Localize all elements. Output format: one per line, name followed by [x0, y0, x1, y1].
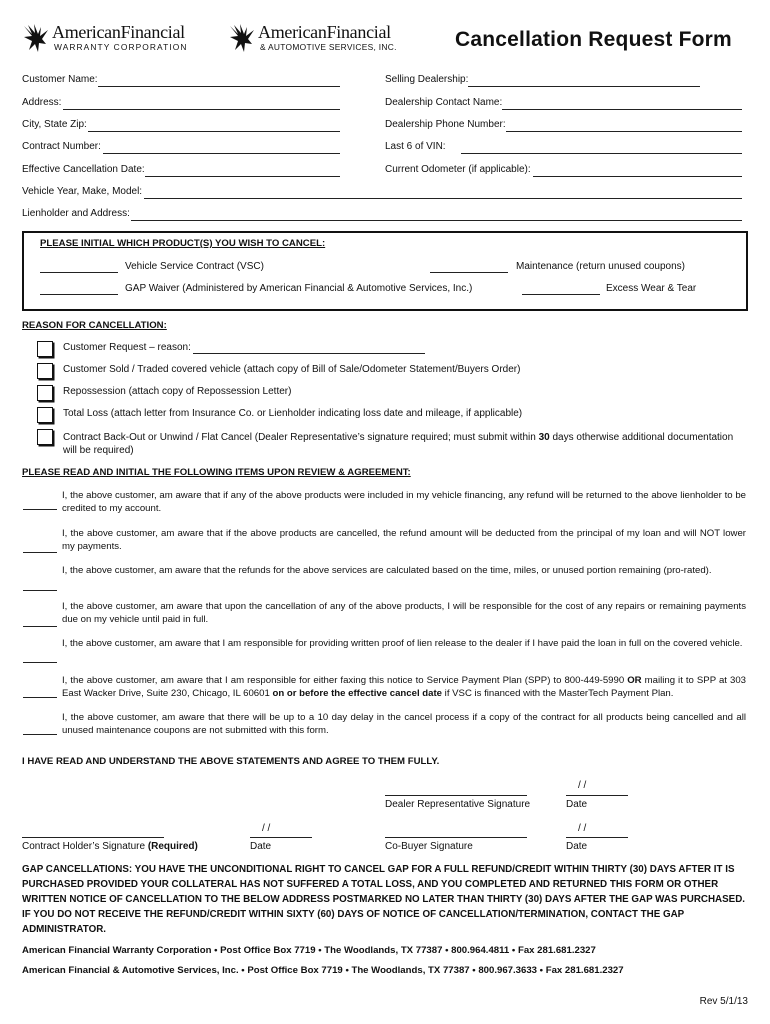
logo-name: AmericanFinancial [258, 22, 391, 42]
contract-text: Contract Back-Out or Unwind / Flat Cancel (Dealer Representative’s signature required; must submit within [63, 432, 539, 443]
maintenance-initial-field[interactable] [430, 272, 508, 273]
logo-subtitle: & AUTOMOTIVE SERVICES, INC. [260, 42, 397, 52]
spp-text: mailing it to SPP at 303 East Wacker Drive, Suite 230, Chicago, IL 60601 [62, 675, 746, 699]
eagle-icon [22, 22, 52, 56]
dealer-rep-signature-field[interactable] [385, 795, 527, 796]
vin-label: Last 6 of VIN: [385, 141, 446, 152]
page-title: Cancellation Request Form [455, 28, 732, 51]
effective-date-field[interactable] [145, 176, 340, 177]
footer-address-1: American Financial Warranty Corporation • Post Office Box 7719 • The Woodlands, TX 77387 • 800.964.4811 • Fax 281.681.2327 [22, 945, 596, 956]
reason-label: Customer Request – reason: [63, 342, 191, 353]
reason-checkbox-sold[interactable] [37, 363, 53, 379]
city-state-zip-field[interactable] [88, 131, 340, 132]
excess-wear-label: Excess Wear & Tear [606, 283, 697, 294]
revision-label: Rev 5/1/13 [699, 996, 748, 1007]
reason-checkbox-request[interactable] [37, 341, 53, 357]
initial-field[interactable] [23, 626, 57, 627]
spp-text: I, the above customer, am aware that I am responsible for either faxing this notice to Service Payment Plan (SPP) to 800-449-5990 [62, 675, 628, 686]
maintenance-label: Maintenance (return unused coupons) [516, 261, 685, 272]
acknowledge-item: I, the above customer, am aware that there will be up to a 10 day delay in the cancel process if a copy of the contract for all products being cancelled and all unused maintenance coupons are not submitted with this form. [62, 712, 746, 736]
logo-warranty-corp [22, 22, 202, 58]
lienholder-field[interactable] [131, 220, 742, 221]
agree-statement: I HAVE READ AND UNDERSTAND THE ABOVE STATEMENTS AND AGREE TO THEM FULLY. [22, 756, 440, 767]
reason-label [63, 431, 745, 457]
contract-holder-signature-label [22, 841, 198, 852]
selling-dealership-label: Selling Dealership: [385, 74, 469, 85]
dealer-date-field[interactable] [566, 795, 628, 796]
reason-checkbox-contract-backout[interactable] [37, 429, 53, 445]
spp-text: if VSC is financed with the MasterTech Payment Plan. [442, 688, 674, 699]
vsc-initial-field[interactable] [40, 272, 118, 273]
odometer-label: Current Odometer (if applicable): [385, 164, 531, 175]
customer-name-field[interactable] [98, 86, 340, 87]
acknowledge-item: I, the above customer, am aware that I am responsible for providing written proof of lien release to the dealer if I have paid the loan in full on the covered vehicle. [62, 638, 743, 649]
customer-name-label: Customer Name: [22, 74, 98, 85]
contract-days: 30 [538, 432, 550, 443]
cobuyer-date-field[interactable] [566, 837, 628, 838]
cobuyer-signature-field[interactable] [385, 837, 527, 838]
date-slashes: / / [262, 823, 271, 834]
initial-field[interactable] [23, 697, 57, 698]
logo-subtitle: WARRANTY CORPORATION [54, 42, 188, 52]
spp-or: OR [627, 675, 642, 686]
reason-label: Repossession (attach copy of Repossession Letter) [63, 386, 292, 397]
dealer-rep-signature-label: Dealer Representative Signature [385, 799, 531, 810]
logo-name: AmericanFinancial [52, 22, 185, 42]
vehicle-label: Vehicle Year, Make, Model: [22, 186, 143, 197]
acknowledge-item: I, the above customer, am aware that if any of the above products were included in my vehicle financing, any refund will be returned to the above lienholder to be credited to my account. [62, 490, 746, 514]
cobuyer-signature-label: Co-Buyer Signature [385, 841, 473, 852]
acknowledge-item: I, the above customer, am aware that the refunds for the above services are calculated based on the time, miles, or unused portion remaining (pro-rated). [62, 565, 712, 576]
holder-date-field[interactable] [250, 837, 312, 838]
footer-address-2: American Financial & Automotive Services, Inc. • Post Office Box 7719 • The Woodlands, TX 77387 • 800.967.3633 • Fax 281.681.2327 [22, 965, 624, 976]
contract-holder-signature-field[interactable] [22, 837, 164, 838]
logo-automotive-services [228, 22, 418, 58]
dealership-contact-field[interactable] [502, 109, 742, 110]
dealership-contact-label: Dealership Contact Name: [385, 97, 503, 108]
date-label: Date [250, 841, 272, 852]
date-label: Date [566, 841, 588, 852]
acknowledge-heading: PLEASE READ AND INITIAL THE FOLLOWING ITEMS UPON REVIEW & AGREEMENT: [22, 467, 411, 478]
eagle-icon [228, 22, 258, 56]
vehicle-field[interactable] [144, 198, 742, 199]
gap-notice: GAP CANCELLATIONS: YOU HAVE THE UNCONDITIONAL RIGHT TO CANCEL GAP FOR A FULL REFUND/CREDIT WITHIN THIRTY (30) DAYS AFTER IT IS PURCHASED PROVIDED YOUR COLLATERAL HAS NOT SUFFERED A TOTAL LOSS, AND YOU COMPLETED AND RETURNED THIS FORM OR OTHER WRITTEN NOTICE OF CANCELLATION TO THE BELOW ADDRESS POSTMARKED NO LATER THAN THIRTY (30) DAYS AFTER THE GAP WAS PURCHASED. IF YOU DO NOT RECEIVE THE REFUND/CREDIT WITHIN SIXTY (60) DAYS OF NOTICE OF CANCELLATION/TERMINATION, CONTACT THE GAP ADMINISTRATOR. [22, 864, 745, 935]
city-state-zip-label: City, State Zip: [22, 119, 87, 130]
odometer-field[interactable] [533, 176, 742, 177]
spp-deadline: on or before the effective cancel date [272, 688, 443, 699]
initial-field[interactable] [23, 509, 57, 510]
initial-field[interactable] [23, 662, 57, 663]
dealership-phone-field[interactable] [506, 131, 742, 132]
contract-number-field[interactable] [103, 153, 340, 154]
date-slashes: / / [578, 780, 587, 791]
reasons-heading: REASON FOR CANCELLATION: [22, 320, 167, 331]
products-heading: PLEASE INITIAL WHICH PRODUCT(S) YOU WISH TO CANCEL: [40, 238, 326, 249]
reason-text-field[interactable] [193, 353, 425, 354]
lienholder-label: Lienholder and Address: [22, 208, 130, 219]
gap-label: GAP Waiver (Administered by American Financial & Automotive Services, Inc.) [125, 283, 473, 294]
initial-field[interactable] [23, 734, 57, 735]
holder-text: Contract Holder’s Signature [22, 841, 148, 852]
dealership-phone-label: Dealership Phone Number: [385, 119, 506, 130]
acknowledge-item-spp [62, 674, 746, 700]
date-label: Date [566, 799, 588, 810]
contract-text: days otherwise additional documentation will be required) [63, 432, 734, 456]
selling-dealership-field[interactable] [468, 86, 700, 87]
gap-initial-field[interactable] [40, 294, 118, 295]
vsc-label: Vehicle Service Contract (VSC) [125, 261, 264, 272]
effective-date-label: Effective Cancellation Date: [22, 164, 145, 175]
vin-field[interactable] [461, 153, 742, 154]
reason-checkbox-repossession[interactable] [37, 385, 53, 401]
excess-wear-initial-field[interactable] [522, 294, 600, 295]
reason-label: Customer Sold / Traded covered vehicle (attach copy of Bill of Sale/Odometer Statement/Buyers Order) [63, 364, 521, 375]
required-text: (Required) [147, 841, 198, 852]
date-slashes: / / [578, 823, 587, 834]
initial-field[interactable] [23, 552, 57, 553]
contract-number-label: Contract Number: [22, 141, 101, 152]
acknowledge-item: I, the above customer, am aware that if the above products are cancelled, the refund amount will be deducted from the principal of my loan and will NOT lower my payments. [62, 528, 746, 552]
address-label: Address: [22, 97, 62, 108]
address-field[interactable] [63, 109, 340, 110]
acknowledge-item: I, the above customer, am aware that upon the cancellation of any of the above products, I will be responsible for the cost of any repairs or remaining payments due on my vehicle until paid in full. [62, 601, 746, 625]
initial-field[interactable] [23, 590, 57, 591]
reason-checkbox-total-loss[interactable] [37, 407, 53, 423]
reason-label: Total Loss (attach letter from Insurance Co. or Lienholder indicating loss date and mileage, if applicable) [63, 408, 523, 419]
